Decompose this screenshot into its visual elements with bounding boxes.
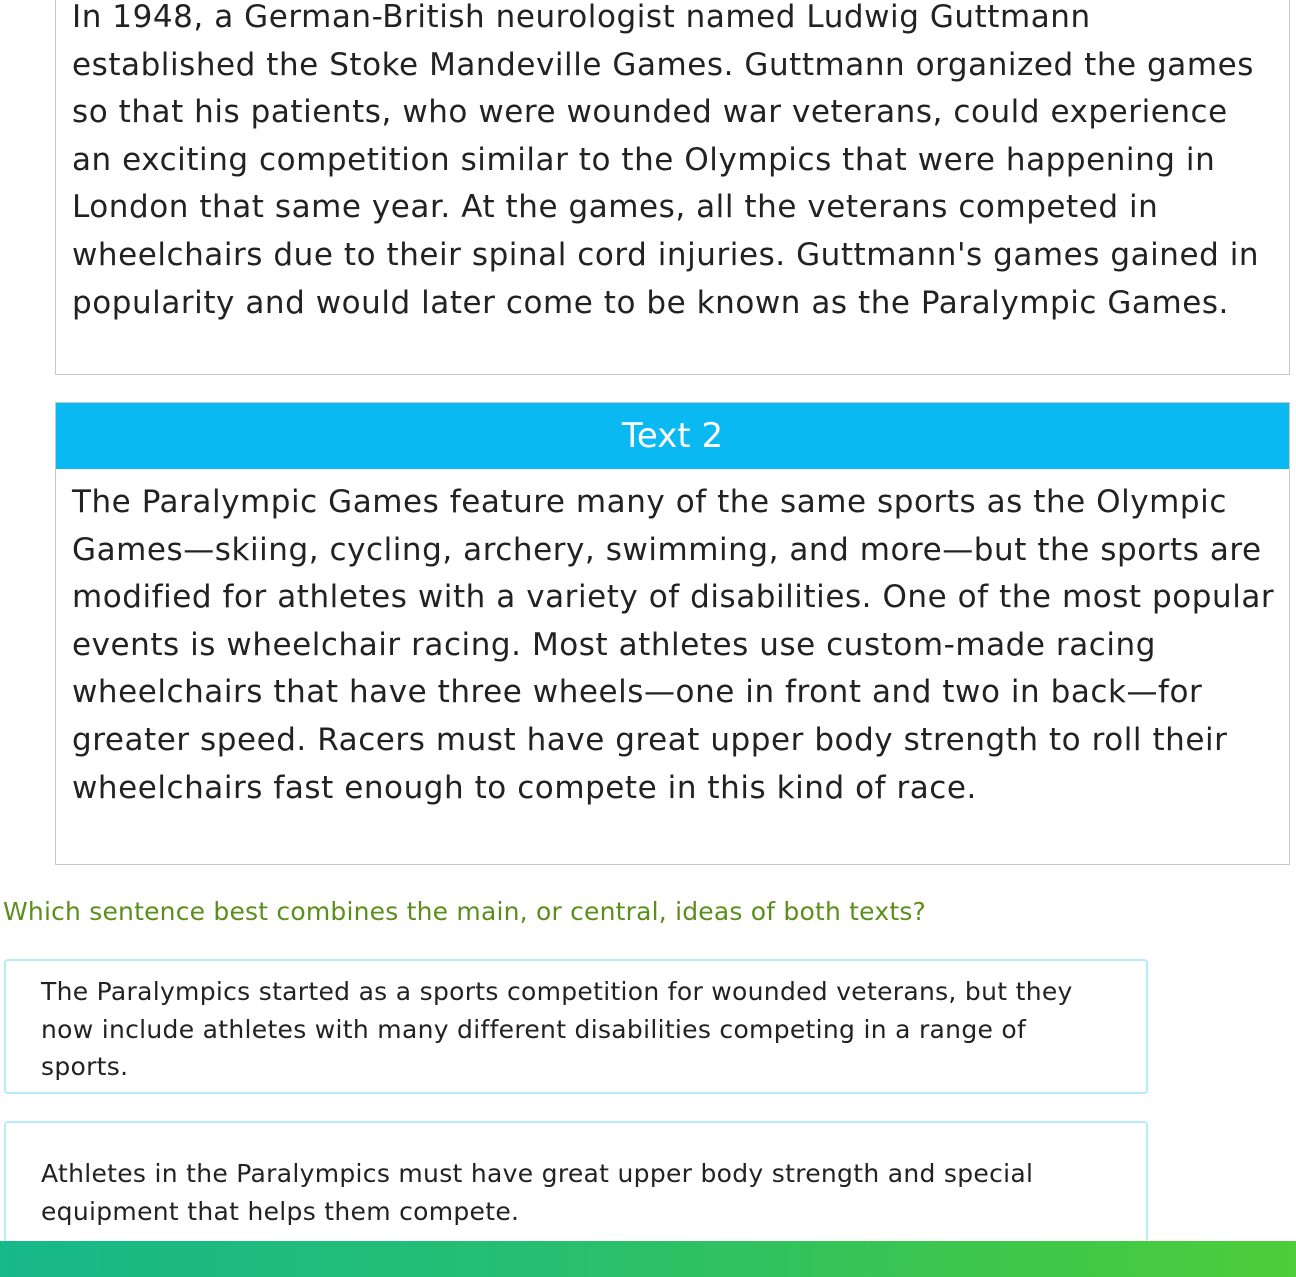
text-2-body: The Paralympic Games feature many of the same sports as the Olympic Games—skiing, cycling, archery, swimming, and more—but the sports are modified for athletes with a variety of disabilities. One of the most popular events is wheelchair racing. Most athletes use custom-made racing wheelchairs that have three wheels—one in front and two in back—for greater speed. Racers must have great upper body strength to roll their wheelchairs fast enough to compete in this kind of race. bbox=[72, 484, 1275, 806]
text-1-passage bbox=[55, 0, 1290, 375]
answer-option-1[interactable] bbox=[4, 959, 1148, 1094]
answer-option-2-text: Athletes in the Paralympics must have great upper body strength and special equipment that helps them compete. bbox=[41, 1159, 1034, 1226]
text-2-passage bbox=[55, 402, 1290, 865]
text-2-header: Text 2 bbox=[56, 403, 1289, 469]
text-1-body: In 1948, a German-British neurologist named Ludwig Guttmann established the Stoke Mandeville Games. Guttmann organized the games so that his patients, who were wounded war veterans, could experience an exciting competition similar to the Olympics that were happening in London that same year. At the games, all the veterans competed in wheelchairs due to their spinal cord injuries. Guttmann's games gained in popularity and would later come to be known as the Paralympic Games. bbox=[72, 0, 1260, 321]
bottom-progress-bar bbox=[0, 1241, 1296, 1277]
question-prompt: Which sentence best combines the main, or central, ideas of both texts? bbox=[3, 897, 927, 926]
answer-option-1-text: The Paralympics started as a sports competition for wounded veterans, but they now include athletes with many different disabilities competing in a range of sports. bbox=[41, 977, 1073, 1081]
